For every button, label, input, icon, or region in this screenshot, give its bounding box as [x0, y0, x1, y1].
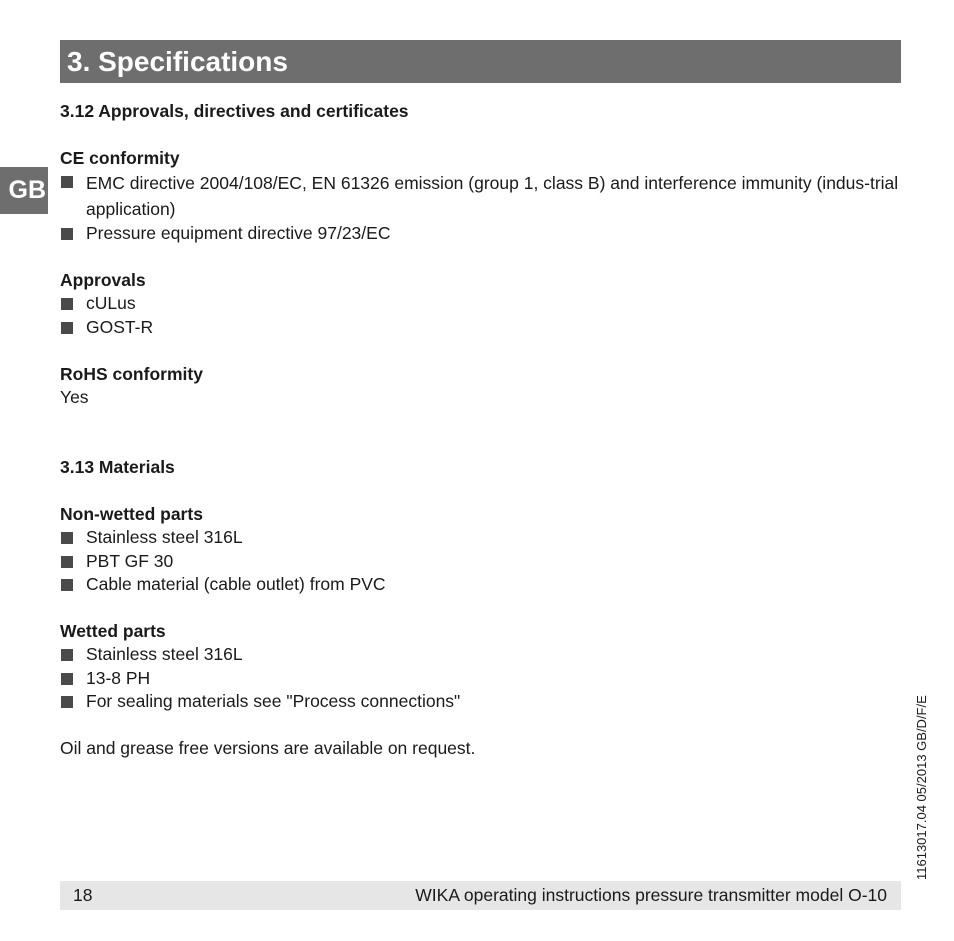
list-item-text: PBT GF 30 — [86, 550, 174, 571]
list-item-text: Cable material (cable outlet) from PVC — [86, 574, 386, 595]
list-item — [60, 292, 900, 315]
bullet-square-icon — [61, 579, 73, 591]
page-content — [60, 100, 900, 760]
list-item-text: Stainless steel 316L — [86, 644, 243, 665]
rohs-value: Yes — [60, 387, 89, 408]
list-item-text: Stainless steel 316L — [86, 527, 243, 548]
bullet-square-icon — [61, 176, 73, 188]
list-item — [60, 222, 900, 245]
bullet-square-icon — [61, 322, 73, 334]
bullet-square-icon — [61, 228, 73, 240]
list-item-text: GOST-R — [86, 316, 154, 337]
list-item — [60, 573, 900, 596]
document-code: 11613017.04 05/2013 GB/D/F/E — [914, 695, 929, 880]
list-item — [60, 550, 900, 573]
bullet-square-icon — [61, 673, 73, 685]
approvals-list — [60, 292, 900, 339]
bullet-square-icon — [61, 532, 73, 544]
wetted-title: Wetted parts — [60, 621, 166, 642]
language-tab: GB — [0, 167, 48, 214]
ce-conformity-list — [60, 170, 900, 245]
page-footer — [60, 881, 901, 910]
list-item-text: Pressure equipment directive 97/23/EC — [86, 223, 391, 244]
rohs-title: RoHS conformity — [60, 363, 203, 384]
materials-heading: 3.13 Materials — [60, 457, 175, 478]
ce-conformity-title: CE conformity — [60, 147, 180, 168]
list-item-text: 13-8 PH — [86, 667, 151, 688]
list-item — [60, 690, 900, 713]
list-item-text: EMC directive 2004/108/EC, EN 61326 emission (group 1, class B) and interference immunity (indus-trial application) — [86, 173, 899, 220]
list-item — [60, 526, 900, 549]
list-item — [60, 316, 900, 339]
footer-title: WIKA operating instructions pressure transmitter model O-10 — [415, 885, 887, 905]
approvals-title: Approvals — [60, 270, 146, 290]
bullet-square-icon — [61, 556, 73, 568]
non-wetted-list — [60, 526, 900, 596]
bullet-square-icon — [61, 298, 73, 310]
list-item-text: For sealing materials see "Process connections" — [86, 691, 461, 712]
list-item — [60, 170, 900, 222]
list-item — [60, 643, 900, 666]
bullet-square-icon — [61, 649, 73, 661]
bullet-square-icon — [61, 696, 73, 708]
section-title: 3. Specifications — [60, 40, 901, 83]
approvals-heading: 3.12 Approvals, directives and certificates — [60, 101, 409, 121]
list-item-text: cULus — [86, 293, 136, 314]
wetted-list — [60, 643, 900, 713]
list-item — [60, 667, 900, 690]
non-wetted-title: Non-wetted parts — [60, 504, 203, 525]
materials-note: Oil and grease free versions are available on request. — [60, 738, 476, 759]
page-number: 18 — [73, 885, 93, 905]
